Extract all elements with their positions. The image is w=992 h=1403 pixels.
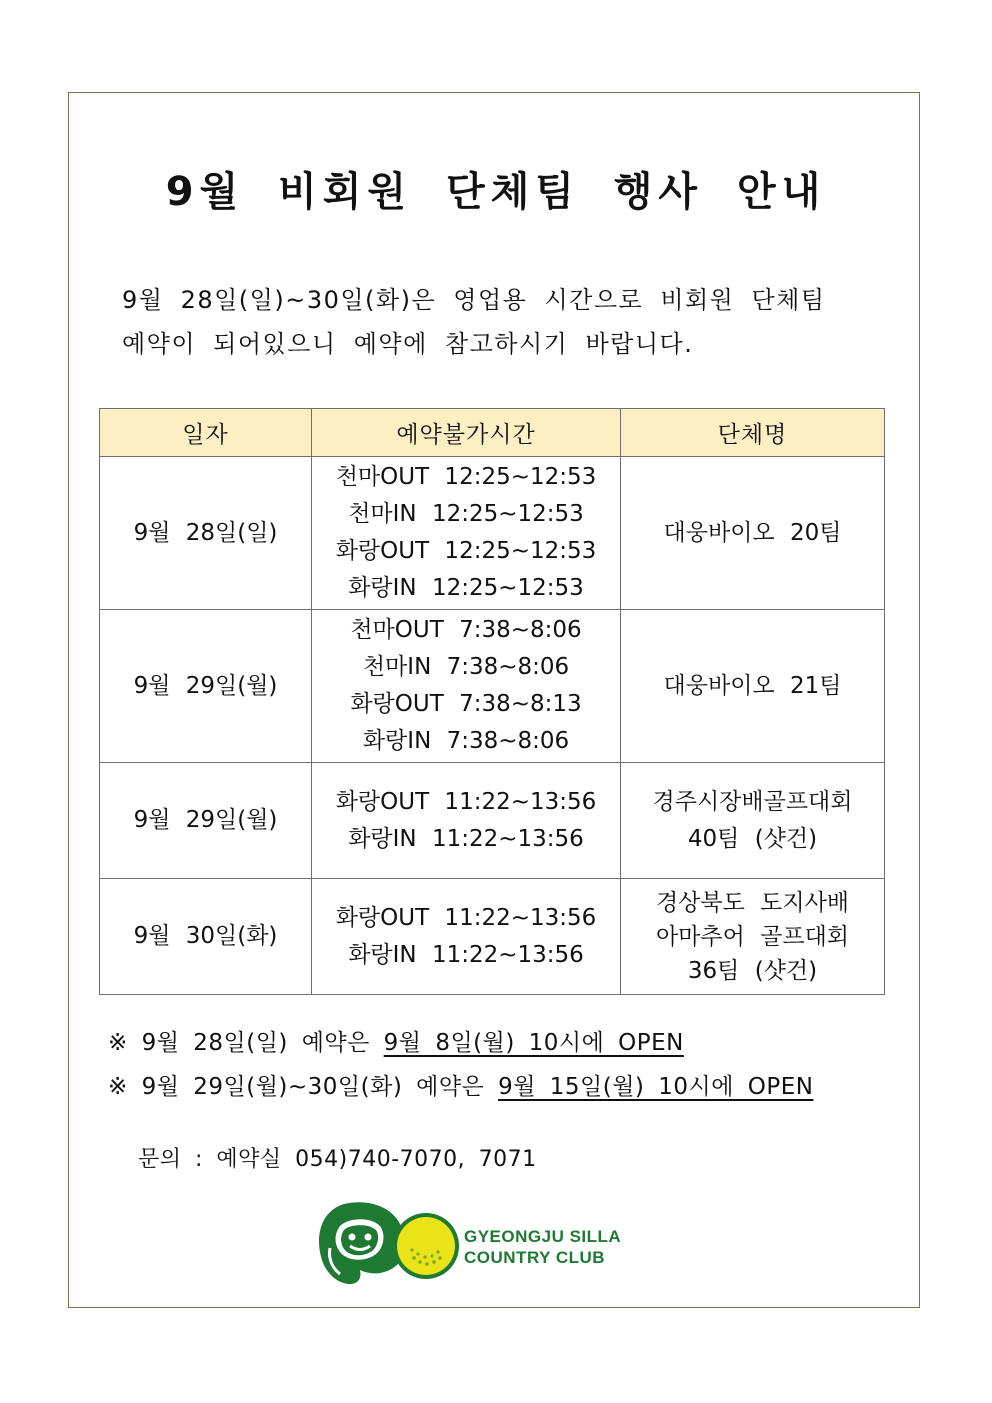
row-date: 9월 30일(화) [100,879,312,995]
header-date: 일자 [100,409,312,457]
table-row [100,610,885,763]
contact-info: 문의 : 예약실 054)740-7070, 7071 [138,1147,537,1172]
club-logo [314,1196,644,1288]
group-line: 아마추어 골프대회 [655,923,850,950]
group-line: 경상북도 도지사배 [655,889,850,916]
booking-open-note-1 [108,1024,684,1057]
time-slot: 화랑OUT 11:22~13:56 [335,788,597,815]
table-row [100,457,885,610]
table-row [100,879,885,995]
table-header-row [100,409,885,457]
time-slot: 화랑IN 7:38~8:06 [362,728,570,754]
row-times [312,763,621,879]
intro-line-2: 예약이 되어있으니 예약에 참고하시기 바랍니다. [122,330,694,358]
time-slot: 화랑OUT 7:38~8:13 [350,691,582,717]
page-title: 9월 비회원 단체팀 행사 안내 [165,169,827,215]
row-group [621,610,885,763]
club-mascot-icon [314,1196,464,1288]
row-times [312,457,621,610]
row-date: 9월 29일(월) [100,763,312,879]
club-name-line-2: COUNTRY CLUB [464,1248,606,1267]
note-text: ※ 9월 29일(월)~30일(화) 예약은 [108,1074,499,1100]
note-open-time: 9월 8일(월) 10시에 OPEN [383,1030,684,1056]
time-slot: 화랑OUT 12:25~12:53 [335,538,597,564]
row-group [621,879,885,995]
group-line: 대웅바이오 21팀 [663,672,842,699]
note-text: ※ 9월 28일(일) 예약은 [108,1030,384,1056]
booking-open-note-2 [108,1068,813,1101]
row-date: 9월 28일(일) [100,457,312,610]
club-name-line-1: GYEONGJU SILLA [464,1227,622,1246]
time-slot: 천마IN 12:25~12:53 [348,501,584,527]
group-line: 경주시장배골프대회 [652,788,853,815]
row-times [312,879,621,995]
table-row [100,763,885,879]
row-group [621,763,885,879]
time-slot: 화랑OUT 11:22~13:56 [335,904,597,931]
group-line: 40팀 (샷건) [687,825,818,852]
header-blocked-time: 예약불가시간 [312,409,621,457]
time-slot: 화랑IN 11:22~13:56 [348,825,584,852]
time-slot: 화랑IN 11:22~13:56 [348,941,584,968]
time-slot: 천마OUT 7:38~8:06 [350,617,582,643]
row-times [312,610,621,763]
intro-line-1: 9월 28일(일)~30일(화)은 영업용 시간으로 비회원 단체팀 [122,286,826,314]
row-date: 9월 29일(월) [100,610,312,763]
intro-text [122,278,882,366]
time-slot: 천마IN 7:38~8:06 [362,654,570,680]
group-line: 36팀 (샷건) [687,957,818,984]
row-group [621,457,885,610]
reservation-block-table [99,408,885,995]
club-name [464,1226,621,1268]
group-line: 대웅바이오 20팀 [663,519,842,546]
note-open-time: 9월 15일(월) 10시에 OPEN [498,1074,814,1100]
time-slot: 천마OUT 12:25~12:53 [335,464,597,490]
header-group-name: 단체명 [621,409,885,457]
time-slot: 화랑IN 12:25~12:53 [348,575,584,601]
